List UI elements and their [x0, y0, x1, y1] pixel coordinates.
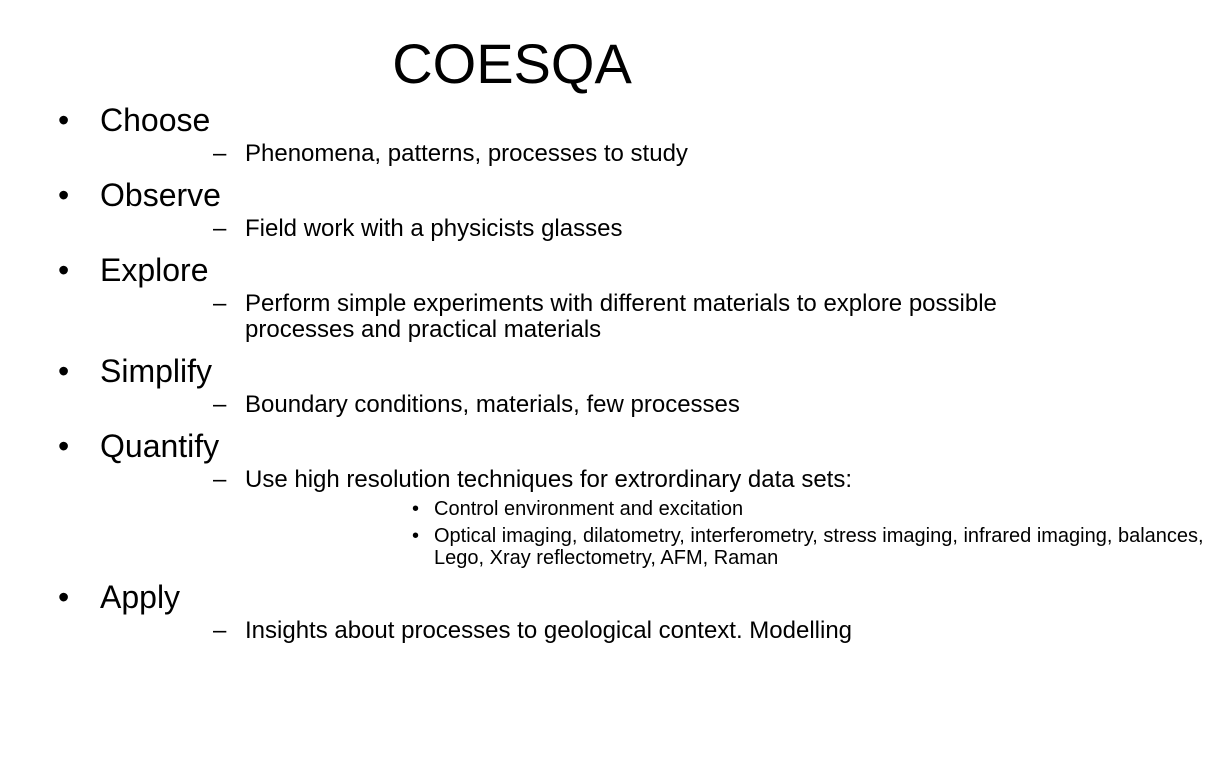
- bullet-label: Choose: [100, 102, 211, 138]
- sub-list: [100, 141, 1024, 167]
- sub-item-text: Field work with a physicists glasses: [245, 215, 623, 242]
- sub-item: [100, 216, 1045, 242]
- bullet-marker: •: [412, 525, 420, 547]
- bullet-marker: •: [58, 428, 70, 464]
- sub-item: [100, 392, 1045, 418]
- bullet-item-choose: [0, 102, 1024, 167]
- sub-sub-item-text: Optical imaging, dilatometry, interferometry, stress imaging, infrared imaging, balances, Lego, Xray reflectometry, AFM, Raman: [434, 525, 1204, 569]
- bullet-item-explore: [0, 252, 1024, 343]
- sub-list: [100, 392, 1024, 418]
- bullet-label: Observe: [100, 177, 221, 213]
- sub-list: [100, 216, 1024, 242]
- dash-marker: –: [213, 391, 227, 418]
- sub-sub-item: [245, 525, 1214, 569]
- bullet-label: Simplify: [100, 353, 213, 389]
- slide-title: COESQA: [392, 32, 632, 95]
- bullet-marker: •: [58, 353, 70, 389]
- sub-item-text: Use high resolution techniques for extrordinary data sets:: [245, 466, 852, 493]
- sub-item-text: Phenomena, patterns, processes to study: [245, 140, 688, 167]
- sub-sub-list: [245, 498, 1204, 569]
- sub-item: [100, 291, 1045, 343]
- sub-item-text: Insights about processes to geological context. Modelling: [245, 617, 853, 644]
- dash-marker: –: [213, 290, 227, 317]
- bullet-item-observe: [0, 177, 1024, 242]
- sub-sub-item-text: Control environment and excitation: [434, 498, 744, 520]
- bullet-item-apply: [0, 579, 1024, 644]
- dash-marker: –: [213, 466, 227, 493]
- sub-item-text: Boundary conditions, materials, few processes: [245, 391, 740, 418]
- sub-list: [100, 291, 1024, 343]
- bullet-list: [0, 96, 1204, 644]
- dash-marker: –: [213, 215, 227, 242]
- sub-list: [100, 466, 1204, 569]
- bullet-marker: •: [412, 498, 420, 520]
- dash-marker: –: [213, 140, 227, 167]
- bullet-label: Explore: [100, 252, 209, 288]
- sub-list: [100, 618, 1024, 644]
- bullet-label: Quantify: [100, 428, 220, 464]
- sub-item: [100, 618, 1045, 644]
- sub-sub-item: [245, 498, 1214, 520]
- bullet-marker: •: [58, 177, 70, 213]
- sub-item: [100, 141, 1045, 167]
- bullet-item-simplify: [0, 353, 1024, 418]
- dash-marker: –: [213, 617, 227, 644]
- bullet-marker: •: [58, 102, 70, 138]
- bullet-marker: •: [58, 252, 70, 288]
- bullet-marker: •: [58, 579, 70, 615]
- sub-item-text: Perform simple experiments with different materials to explore possible processes and practical materials: [245, 290, 997, 343]
- bullet-label: Apply: [100, 579, 181, 615]
- sub-item: [100, 466, 1204, 569]
- bullet-item-quantify: [0, 428, 1204, 569]
